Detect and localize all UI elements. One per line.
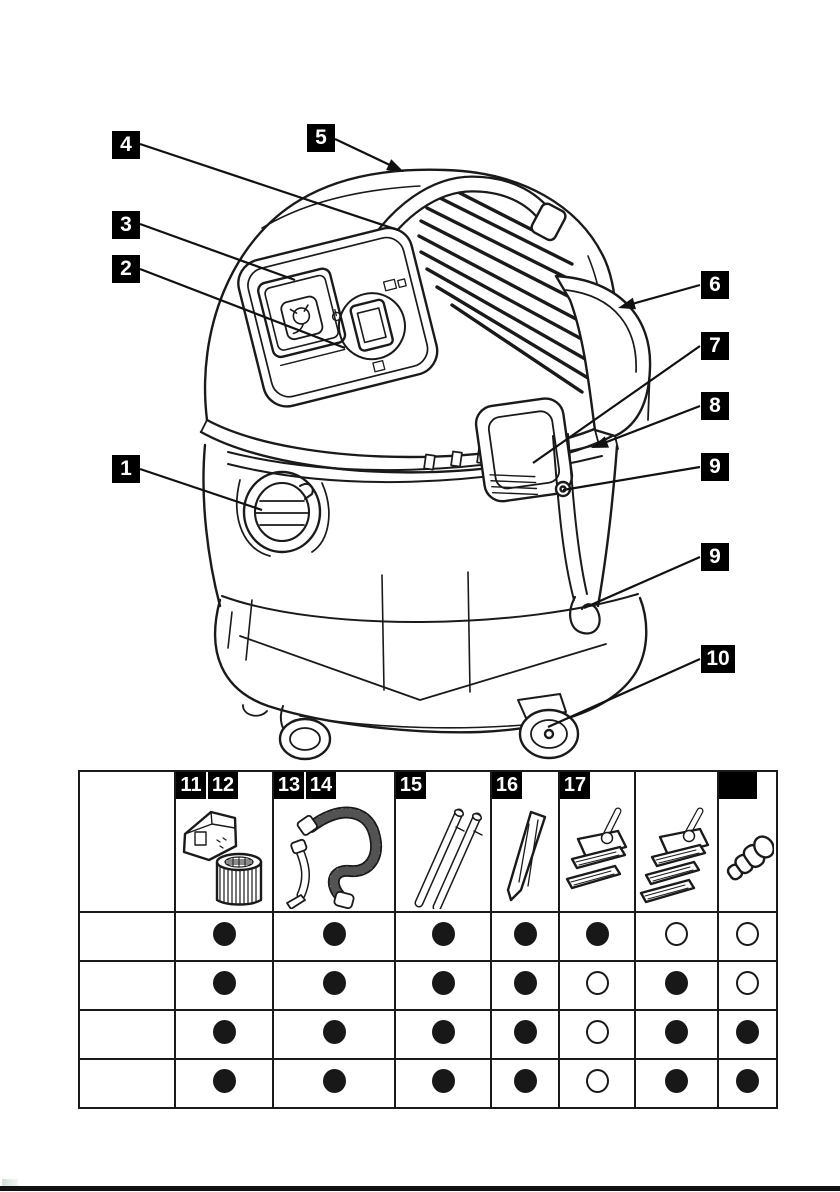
callout-5: 5 — [307, 124, 335, 152]
column-adapter — [718, 771, 777, 912]
column-floor-nozzle — [559, 771, 635, 912]
callout-6: 6 — [701, 271, 729, 299]
availability-dot — [514, 1069, 537, 1093]
model-cell — [79, 912, 175, 961]
model-row-1 — [79, 912, 777, 961]
cartridge-filter-icon — [217, 854, 261, 905]
availability-dot — [665, 971, 688, 995]
availability-dot — [213, 922, 236, 946]
leader-line-9-upper — [563, 467, 700, 490]
availability-dot — [432, 1069, 455, 1093]
column-floor-nozzle-inserts — [635, 771, 718, 912]
availability-dot — [665, 1020, 688, 1044]
leader-line-4 — [140, 144, 398, 230]
availability-dot — [323, 1020, 346, 1044]
availability-dot — [323, 971, 346, 995]
plate-15: 15 — [396, 772, 426, 799]
availability-dot — [213, 1020, 236, 1044]
floor-nozzle-with-inserts-icon — [638, 805, 716, 909]
availability-dot — [586, 922, 609, 946]
crevice-nozzle-icon — [495, 802, 555, 908]
filter-bag-and-cartridge-filter-icon — [179, 800, 269, 910]
suction-handpiece-icon — [287, 838, 307, 908]
availability-dot — [432, 1020, 455, 1044]
plate-14: 14 — [306, 772, 336, 799]
leader-line-1 — [140, 469, 262, 510]
column-suction-tubes — [395, 771, 491, 912]
availability-dot — [586, 1069, 609, 1093]
plate-17: 17 — [560, 772, 590, 799]
model-cell — [79, 961, 175, 1010]
model-row-3 — [79, 1010, 777, 1059]
print-artifact — [2, 1179, 18, 1186]
leader-arrow-5 — [386, 159, 407, 177]
column-filter-bag-cartridge — [175, 771, 273, 912]
callout-4: 4 — [112, 131, 140, 159]
availability-dot — [736, 971, 759, 995]
leader-line-6 — [632, 285, 700, 304]
availability-dot — [514, 922, 537, 946]
availability-dot — [514, 1020, 537, 1044]
callout-8: 8 — [701, 392, 729, 420]
leader-line-7 — [533, 346, 700, 463]
availability-dot — [665, 922, 688, 946]
callout-2: 2 — [112, 255, 140, 283]
suction-hose-icon — [296, 812, 376, 908]
availability-dot — [514, 971, 537, 995]
floor-nozzle-icon — [562, 803, 632, 907]
availability-dot — [586, 971, 609, 995]
model-column-header — [79, 771, 175, 912]
leader-arrow-6 — [616, 298, 636, 314]
leader-line-10 — [548, 659, 700, 727]
plate-13: 13 — [274, 772, 304, 799]
column-handpiece-hose — [273, 771, 395, 912]
callout-3: 3 — [112, 211, 140, 239]
model-row-2 — [79, 961, 777, 1010]
leader-line-5 — [335, 139, 392, 166]
leader-line-3 — [140, 224, 295, 280]
model-row-4 — [79, 1059, 777, 1108]
leader-line-9-lower — [584, 557, 700, 608]
availability-dot — [665, 1069, 688, 1093]
availability-dot — [736, 1020, 759, 1044]
availability-dot — [323, 1069, 346, 1093]
table-header-row — [79, 771, 777, 912]
filter-bag-icon — [184, 812, 236, 860]
leader-line-2 — [140, 269, 345, 348]
availability-dot — [432, 971, 455, 995]
availability-dot — [736, 1069, 759, 1093]
plate-11: 11 — [176, 772, 206, 799]
leader-line-8 — [604, 406, 700, 443]
leader-arrow-8 — [589, 436, 609, 453]
callout-1: 1 — [112, 455, 140, 483]
availability-dot — [736, 922, 759, 946]
callout-9-upper: 9 — [701, 453, 729, 481]
page-footer-bar — [0, 1186, 840, 1191]
model-cell — [79, 1059, 175, 1108]
callout-7: 7 — [701, 332, 729, 360]
model-cell — [79, 1010, 175, 1059]
availability-dot — [213, 1069, 236, 1093]
availability-dot — [323, 922, 346, 946]
plate-12: 12 — [208, 772, 238, 799]
plate-16: 16 — [492, 772, 522, 799]
callout-9-lower: 9 — [701, 543, 729, 571]
availability-dot — [586, 1020, 609, 1044]
availability-dot — [213, 971, 236, 995]
adapter-icon — [722, 820, 774, 890]
accessory-matrix-table — [78, 770, 778, 1109]
suction-tubes-icon — [399, 801, 487, 909]
handpiece-and-suction-hose-icon — [277, 801, 391, 909]
callout-10: 10 — [701, 645, 735, 673]
column-crevice-nozzle — [491, 771, 559, 912]
availability-dot — [432, 922, 455, 946]
